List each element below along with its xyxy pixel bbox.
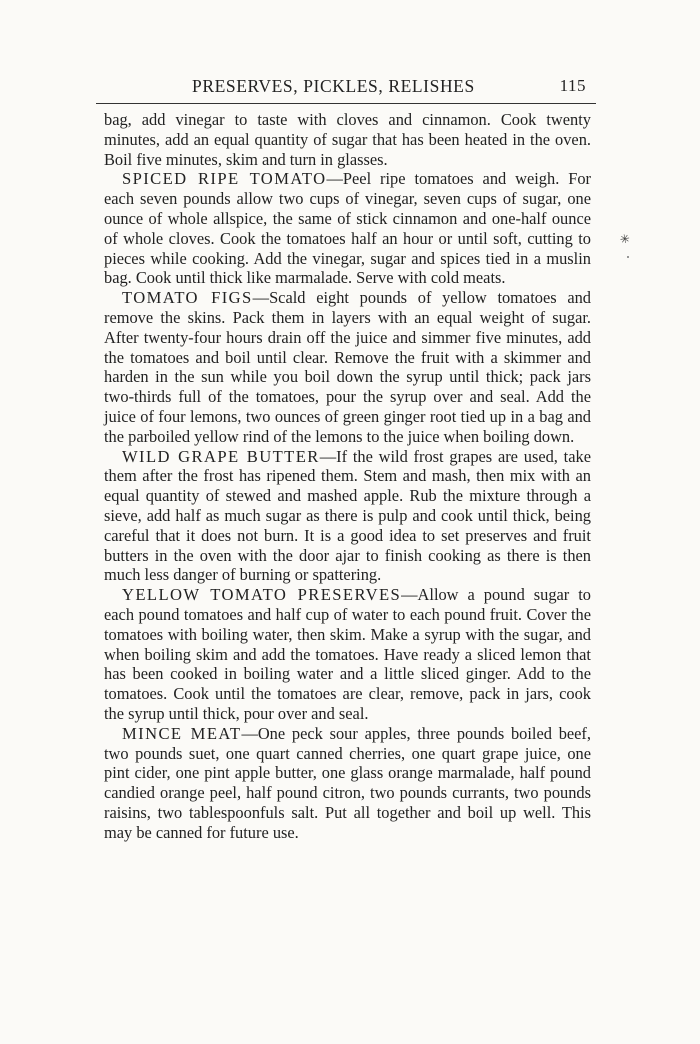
page-body — [104, 110, 591, 842]
recipe-text: —Allow a pound sugar to each pound tomatoes and half cup of water to each pound fruit. Cover the tomatoes with boiling water, then skim. Make a syrup with the sugar, and when boiling skim and add the tomatoes. Have ready a sliced lemon that has been cooked in boiling water and a little sliced ginger. Add to the tomatoes. Cook until the tomatoes are clear, remove, pack in jars, cook the syrup until thick, pour over and seal. — [104, 585, 592, 723]
recipe-mince-meat — [104, 724, 591, 843]
recipe-title: YELLOW TOMATO PRESERVES — [122, 585, 402, 605]
page-header — [0, 76, 700, 100]
recipe-text: —Peel ripe tomatoes and weigh. For each seven pounds allow two cups of vinegar, seven cups of sugar, one ounce of whole allspice, the same of stick cinnamon and one-half ounce of whole cloves. Cook the tomatoes half an hour or until soft, cutting to pieces while cooking. Add the vinegar, sugar and spices tied in a muslin bag. Cook until thick like marmalade. Serve with cold meats. — [104, 169, 591, 288]
paragraph-text: bag, add vinegar to taste with cloves and cinnamon. Cook twenty minutes, add an equal quantity of sugar that has been heated in the oven. Boil five minutes, skim and turn in glasses. — [104, 110, 591, 169]
recipe-spiced-ripe-tomato — [104, 169, 591, 288]
page-number: 115 — [559, 76, 586, 95]
recipe-text: —If the wild frost grapes are used, take them after the frost has ripened them. Stem and mash, then mix with an equal quantity of stewed and mashed apple. Rub the mixture through a sieve, add half as much sugar as there is pulp and cook until thick, being careful that it does not burn. It is a good idea to set preserves and fruit butters in the oven with the door ajar to finish cooking as there is then much less danger of burning or spattering. — [104, 446, 591, 585]
running-head: PRESERVES, PICKLES, RELISHES — [192, 76, 475, 96]
recipe-wild-grape-butter — [104, 447, 591, 586]
recipe-title: MINCE MEAT — [122, 723, 242, 743]
recipe-yellow-tomato-preserves — [104, 585, 591, 724]
recipe-text: —One peck sour apples, three pounds boiled beef, two pounds suet, one quart canned cherries, one quart grape juice, one pint cider, one pint apple butter, one glass orange marmalade, half pound candied orange peel, half pound citron, two pounds currants, two pounds raisins, two tablespoonfuls salt. Put all together and boil up well. This may be canned for future use. — [104, 723, 591, 842]
margin-ink-dot — [627, 256, 629, 258]
recipe-title: SPICED RIPE TOMATO — [122, 169, 327, 189]
recipe-title: WILD GRAPE BUTTER — [122, 446, 320, 466]
header-rule — [96, 103, 596, 104]
recipe-text: —Scald eight pounds of yellow tomatoes and remove the skins. Pack them in layers with an equal weight of sugar. After twenty-four hours drain off the juice and simmer five minutes, add the tomatoes and boil until clear. Remove the fruit with a skimmer and harden in the sun while you boil down the syrup until thick; pack jars two-thirds full of the tomatoes, pour the syrup over and seal. Add the juice of four lemons, two ounces of green ginger root tied up in a bag and the parboiled yellow rind of the lemons to the juice when boiling down. — [104, 288, 591, 446]
recipe-title: TOMATO FIGS — [122, 288, 253, 308]
recipe-paragraph-continued — [104, 110, 591, 169]
recipe-tomato-figs — [104, 288, 591, 446]
margin-ink-mark-icon: ✳ — [618, 231, 632, 247]
